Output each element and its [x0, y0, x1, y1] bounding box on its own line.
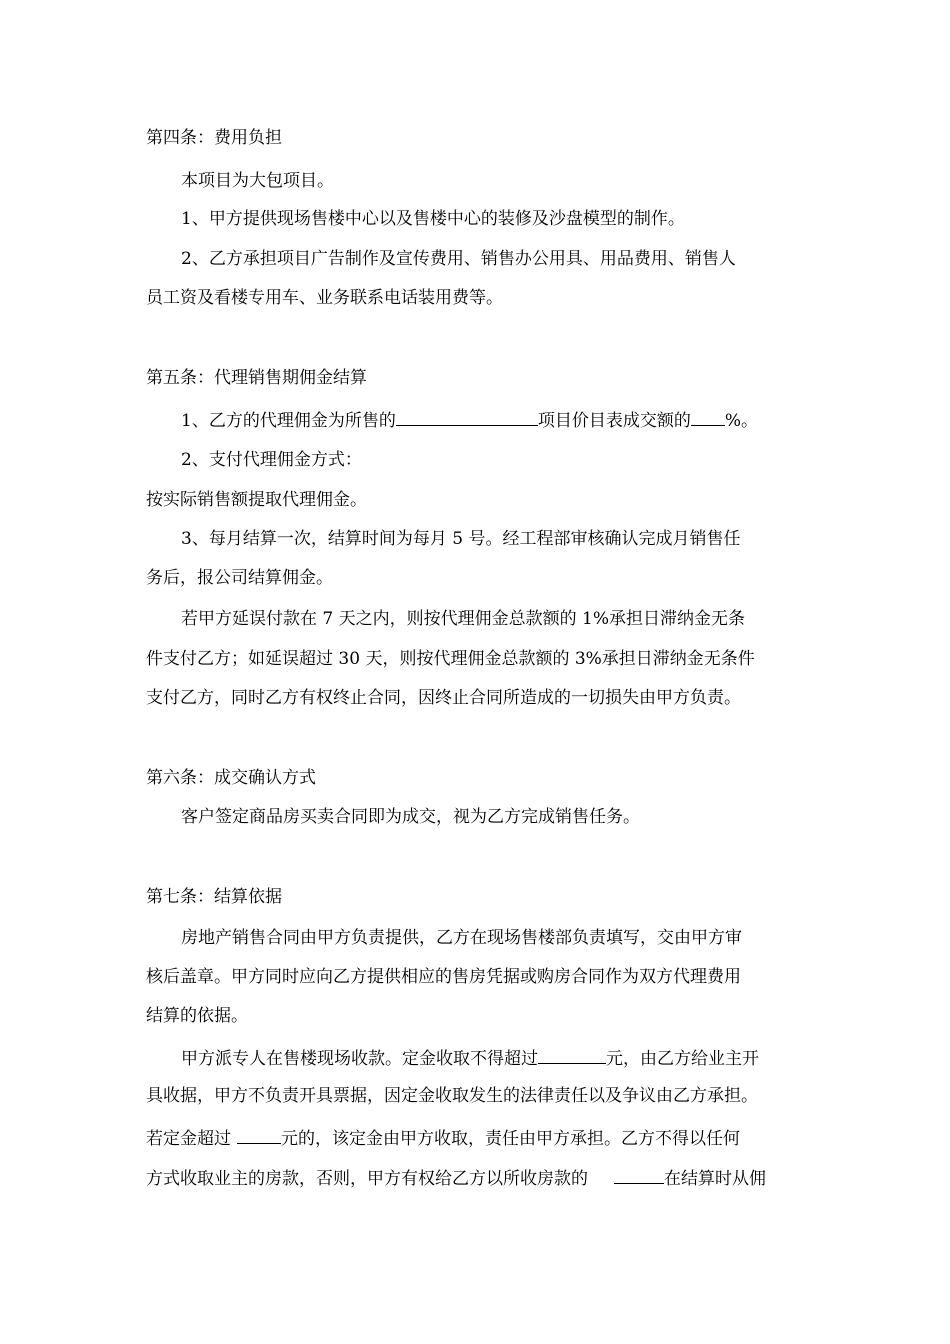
paragraph: 按实际销售额提取代理佣金。 [146, 490, 367, 510]
paragraph: 件支付乙方；如延误超过 30 天，则按代理佣金总款额的 3%承担日滞纳金无条件 [146, 649, 755, 669]
paragraph [146, 1126, 740, 1150]
paragraph: 1、甲方提供现场售楼中心以及售楼中心的装修及沙盘模型的制作。 [181, 209, 685, 229]
paragraph [181, 1046, 759, 1070]
fill-blank [396, 408, 538, 426]
paragraph: 支付乙方，同时乙方有权终止合同，因终止合同所造成的一切损失由甲方负责。 [146, 688, 741, 708]
section-heading-5: 第五条：代理销售期佣金结算 [146, 368, 367, 388]
paragraph: 若甲方延误付款在 7 天之内，则按代理佣金总款额的 1%承担日滞纳金无条 [181, 609, 745, 629]
paragraph: 具收据，甲方不负责开具票据，因定金收取发生的法律责任以及争议由乙方承担。 [146, 1086, 758, 1106]
paragraph: 本项目为大包项目。 [181, 171, 334, 191]
fill-blank [691, 408, 725, 426]
paragraph: 房地产销售合同由甲方负责提供，乙方在现场售楼部负责填写，交由甲方审 [181, 928, 742, 948]
fill-blank [538, 1046, 606, 1064]
section-heading-4: 第四条：费用负担 [146, 128, 282, 148]
text: 方式收取业主的房款，否则，甲方有权给乙方以所收房款的 [146, 1169, 588, 1189]
text: 甲方派专人在售楼现场收款。定金收取不得超过 [181, 1049, 538, 1069]
paragraph: 客户签定商品房买卖合同即为成交，视为乙方完成销售任务。 [181, 807, 640, 827]
fill-blank [614, 1166, 664, 1184]
paragraph: 2、支付代理佣金方式： [181, 450, 362, 470]
paragraph [146, 1166, 766, 1190]
text: 若定金超过 [146, 1129, 231, 1149]
text: 项目价目表成交额的 [537, 411, 691, 431]
text: %。 [724, 411, 758, 431]
fill-blank [237, 1126, 281, 1144]
text: 元，由乙方给业主开 [606, 1049, 759, 1069]
text: 在结算时从佣 [664, 1169, 766, 1189]
paragraph: 员工资及看楼专用车、业务联系电话装用费等。 [146, 288, 503, 308]
text: 1、乙方的代理佣金为所售的 [181, 411, 396, 431]
section-heading-7: 第七条：结算依据 [146, 887, 282, 907]
paragraph: 核后盖章。甲方同时应向乙方提供相应的售房凭据或购房合同作为双方代理费用 [146, 967, 741, 987]
text: 元的，该定金由甲方收取，责任由甲方承担。乙方不得以任何 [281, 1129, 740, 1149]
paragraph: 3、每月结算一次，结算时间为每月 5 号。经工程部审核确认完成月销售任 [181, 529, 741, 549]
paragraph: 结算的依据。 [146, 1006, 248, 1026]
paragraph: 2、乙方承担项目广告制作及宣传费用、销售办公用具、用品费用、销售人 [181, 249, 736, 269]
section-heading-6: 第六条：成交确认方式 [146, 768, 316, 788]
paragraph [181, 408, 758, 432]
paragraph: 务后，报公司结算佣金。 [146, 568, 333, 588]
